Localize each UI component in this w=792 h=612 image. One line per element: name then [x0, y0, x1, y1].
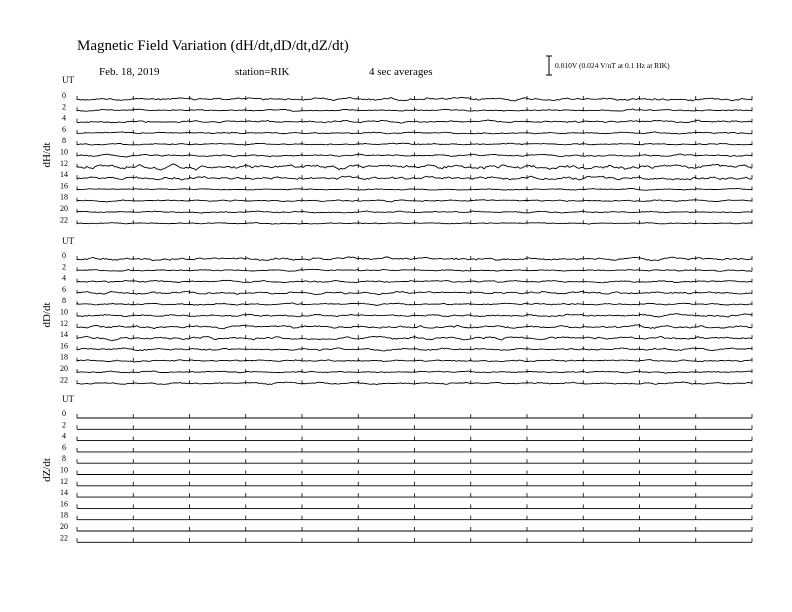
- row-label: 0: [62, 251, 66, 260]
- row-label: 6: [62, 284, 66, 294]
- row-label: 12: [60, 476, 68, 486]
- row-label: 4: [62, 113, 66, 123]
- ut-label: UT: [62, 75, 74, 85]
- row-label: 18: [60, 510, 68, 520]
- row-label: 8: [62, 136, 66, 146]
- row-label: 0: [62, 91, 66, 100]
- row-label: 2: [62, 102, 66, 112]
- row-label: 22: [60, 375, 68, 385]
- row-label: 16: [60, 499, 68, 509]
- row-label: 12: [60, 158, 68, 168]
- row-label: 20: [60, 522, 68, 531]
- panel-axis-label: dH/dt: [41, 142, 53, 168]
- row-label: 10: [60, 147, 68, 157]
- panel-2: [41, 236, 752, 385]
- row-label: 22: [60, 215, 68, 225]
- row-label: 12: [60, 318, 68, 328]
- row-label: 14: [60, 488, 68, 498]
- date-label: Feb. 18, 2019: [99, 66, 160, 78]
- row-label: 16: [60, 341, 68, 351]
- row-label: 6: [62, 442, 66, 452]
- row-label: 2: [62, 262, 66, 272]
- averaging-label: 4 sec averages: [369, 66, 433, 78]
- chart-title: Magnetic Field Variation (dH/dt,dD/dt,dZ/dt): [77, 38, 349, 54]
- row-label: 14: [60, 170, 68, 180]
- row-label: 20: [60, 204, 68, 213]
- row-label: 18: [60, 352, 68, 362]
- panel-axis-label: dZ/dt: [41, 458, 53, 482]
- row-label: 6: [62, 124, 66, 134]
- ut-label: UT: [62, 236, 74, 246]
- row-label: 8: [62, 296, 66, 306]
- row-label: 10: [60, 307, 68, 317]
- row-label: 14: [60, 330, 68, 340]
- panel-axis-label: dD/dt: [41, 302, 53, 328]
- station-label: station=RIK: [235, 66, 290, 78]
- scale-label: 0.010V (0.024 V/nT at 0.1 Hz at RIK): [555, 61, 670, 70]
- panel-1: [41, 75, 752, 224]
- row-label: 18: [60, 192, 68, 202]
- row-label: 22: [60, 533, 68, 543]
- row-label: 16: [60, 181, 68, 191]
- row-label: 2: [62, 420, 66, 430]
- row-label: 4: [62, 431, 66, 441]
- ut-label: UT: [62, 394, 74, 404]
- row-label: 4: [62, 273, 66, 283]
- row-label: 20: [60, 364, 68, 373]
- row-label: 8: [62, 454, 66, 464]
- row-label: 10: [60, 465, 68, 475]
- row-label: 0: [62, 409, 66, 418]
- panel-3: [41, 394, 752, 542]
